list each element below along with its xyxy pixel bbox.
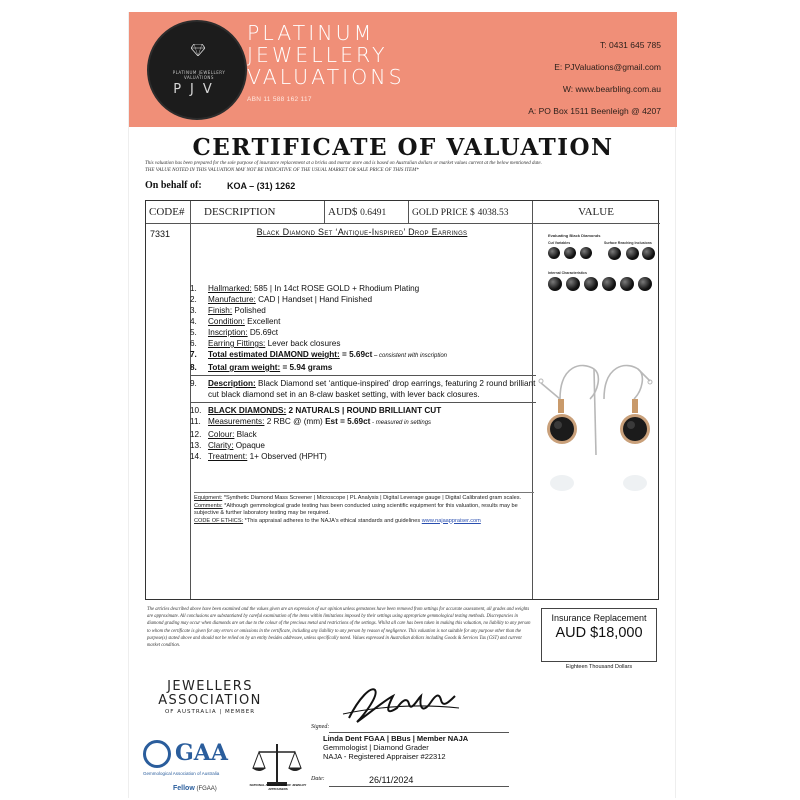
aud-value: 0.6491 [360, 208, 387, 218]
email-address: E: PJValuations@gmail.com [554, 62, 661, 72]
spec-value: Lever back closures [265, 339, 341, 348]
behalf-value: KOA – (31) 1262 [227, 181, 296, 191]
company-logo [147, 20, 247, 120]
header-divider [146, 223, 660, 224]
spec-value: 2 RBC @ (mm) [264, 417, 326, 426]
gaa-subtitle: Gemmological Association of Australia [143, 771, 220, 776]
ja-line: OF AUSTRALIA | MEMBER [164, 709, 256, 715]
spec-number: 14. [190, 452, 202, 461]
diamond-reference-chart [534, 231, 658, 341]
spec-label: Clarity: [208, 441, 234, 450]
fellow-label: Fellow [173, 785, 195, 792]
certificate-title: CERTIFICATE OF VALUATION [192, 134, 614, 161]
spec-line [190, 440, 536, 451]
ethics-line [194, 518, 534, 526]
spec-number: 6. [190, 339, 197, 348]
brand-line: JEWELLERY [247, 43, 388, 67]
spec-line [190, 451, 536, 462]
diamond-icon [191, 44, 205, 56]
gold-price [412, 201, 508, 223]
signer-name: Linda Dent FGAA | BBus | Member NAJA [323, 734, 469, 743]
globe-icon [143, 740, 171, 768]
aud-label: AUD$ [328, 206, 358, 218]
spec-number: 1. [190, 284, 197, 293]
chart-subtitle: Surface Reaching Inclusions [604, 241, 652, 245]
spec-label: Measurements: [208, 417, 265, 426]
signer-registration: NAJA - Registered Appraiser #22312 [323, 752, 446, 761]
diamond-sample-icon [638, 277, 652, 291]
spec-line [190, 294, 536, 305]
diamond-sample-icon [602, 277, 616, 291]
spec-number: 9. [190, 379, 197, 388]
logo-initials: PJV [173, 82, 221, 97]
spec-number: 12. [190, 430, 202, 439]
insurance-label: Insurance Replacement [551, 613, 647, 623]
spec-label: Earring Fittings: [208, 339, 266, 348]
item-title: Black Diamond Set ‘Antique-Inspired’ Drop Earrings [256, 227, 468, 237]
spec-label: Inscription: [208, 328, 248, 337]
letterhead [129, 12, 677, 127]
comments-line [194, 503, 534, 518]
signature-image [341, 678, 461, 732]
diamond-sample-icon [580, 247, 592, 259]
fellow-sub: (FGAA) [194, 786, 217, 792]
aud-rate [328, 201, 386, 223]
spec-line [190, 416, 536, 429]
insurance-amount: AUD $18,000 [555, 625, 643, 641]
certificate-subtitle [145, 161, 665, 174]
certificate-page [128, 12, 676, 798]
comments-label: Comments: [194, 502, 223, 509]
diamond-sample-icon [626, 247, 639, 260]
column-divider [408, 201, 409, 223]
spec-value: Excellent [244, 317, 281, 326]
spec-value: = 5.94 grams [280, 363, 333, 372]
equipment-label: Equipment: [194, 495, 223, 501]
spec-line [190, 283, 536, 294]
subtitle-line: This valuation has been prepared for the sole purpose of insurance replacement at a bricks and mortar store and is based on Australian dollars or market values current at the below mentioned date. [145, 161, 542, 166]
spec-number: 5. [190, 328, 197, 337]
diamond-sample-icon [642, 247, 655, 260]
abn-number: ABN 11 588 162 117 [247, 96, 312, 103]
chart-subtitle: Internal Characteristics [548, 271, 587, 275]
gold-value: 4038.53 [477, 208, 509, 218]
spec-value: Polished [232, 306, 266, 315]
valuation-date: 26/11/2024 [369, 775, 414, 785]
behalf-label: On behalf of: [145, 180, 202, 191]
phone-number: T: 0431 645 785 [600, 40, 661, 50]
insurance-value-box [541, 608, 657, 662]
divider [190, 375, 536, 376]
spec-line [190, 305, 536, 316]
spec-value: 585 | In 14ct ROSE GOLD + Rhodium Plating [251, 284, 420, 293]
spec-label: Hallmarked: [208, 284, 252, 293]
jewellers-association-logo [145, 680, 275, 715]
naja-link[interactable]: www.najaappraiser.com [421, 517, 481, 524]
date-line [329, 786, 509, 787]
ethics-text: *This appraisal adheres to the NAJA's ethical standards and guidelines [243, 517, 422, 524]
equipment-text: *Synthetic Diamond Mass Screener | Microscope | PL Analysis | Digital Leverage gauge | Digital Calibrated gram scales. [222, 495, 522, 501]
valuation-disclaimer: The articles described above have been examined and the values given are an expression of our opinion unless gemstones have been removed from settings for accurate assessment, all grades and weights are approximate. All conclusions are substantiated by careful examination of the items within limitations imposed by their settings using appropriate gemmological testing methods. Discrepancies in diamond grading may occur when diamonds are set due to the colour of the precious metal and restrictions of the settings. Whilst all care has been taken in making this valuation, no liability to any person to whom the certificate is given for any errors or omissions in the certificate, including any liability to any person by reason of negligence. This valuation is not suitable for any purpose other than the purpose(s) stated above and should not be relied on by an entity besides addressee, unless specifically noted. Values expressed in Australian dollars including Goods & Services Tax (GST) and current market condition. [147, 607, 531, 649]
spec-line [190, 405, 536, 416]
spec-number: 3. [190, 306, 197, 315]
code-header: CODE# [149, 206, 185, 218]
spec-line [190, 327, 536, 338]
column-divider [324, 201, 325, 223]
spec-value: = 5.69ct [339, 350, 373, 359]
chart-title: Evaluating Black Diamonds [548, 233, 601, 238]
gold-label: GOLD PRICE $ [412, 208, 475, 218]
spec-label: Description: [208, 379, 256, 388]
ja-line: ASSOCIATION [158, 693, 262, 708]
ethics-label: CODE OF ETHICS: [194, 517, 244, 524]
value-header: VALUE [578, 206, 614, 218]
spec-estimate: Est = 5.69ct [325, 417, 371, 426]
fellow-badge [173, 785, 217, 792]
spec-line [190, 316, 536, 327]
diamond-sample-icon [584, 277, 598, 291]
spec-number: 2. [190, 295, 197, 304]
ja-line: JEWELLERS [167, 679, 253, 694]
diamond-sample-icon [548, 247, 560, 259]
spec-value: D5.69ct [247, 328, 279, 337]
description-header: DESCRIPTION [204, 206, 276, 218]
item-code: 7331 [150, 229, 171, 239]
equipment-line [194, 492, 534, 503]
spec-number: 7. [190, 350, 197, 359]
spec-line [190, 362, 536, 373]
diamond-sample-icon [548, 277, 562, 291]
spec-label: Finish: [208, 306, 233, 315]
gaa-text: GAA [175, 740, 228, 766]
spec-label: Total estimated DIAMOND weight: [208, 350, 340, 359]
spec-number: 10. [190, 406, 202, 415]
date-label: Date: [311, 776, 325, 782]
spec-line [190, 429, 536, 440]
signature-line [329, 732, 509, 733]
spec-value: Black [234, 430, 257, 439]
chart-subtitle: Cut Variables [548, 241, 571, 245]
spec-line [190, 349, 536, 362]
spec-label: Condition: [208, 317, 245, 326]
spec-number: 11. [190, 417, 201, 426]
earrings-photo [538, 351, 656, 501]
signer-details [323, 734, 523, 761]
signed-label: Signed: [311, 724, 330, 730]
spec-number: 13. [190, 441, 202, 450]
spec-value: 1+ Observed (HPHT) [247, 452, 327, 461]
spec-label: Colour: [208, 430, 235, 439]
spec-label: Treatment: [208, 452, 248, 461]
equipment-notes [194, 492, 534, 525]
spec-value: Black Diamond set ‘antique-inspired’ drop earrings, featuring 2 round brilliant cut black diamond set in an 8-claw basket setting, with lever back closures. [208, 379, 536, 399]
brand-line: VALUATIONS [247, 65, 405, 89]
spec-note: – consistent with inscription [372, 353, 448, 359]
valuation-table [145, 200, 659, 600]
diamond-sample-icon [608, 247, 621, 260]
spec-label: Manufacture: [208, 295, 256, 304]
brand-name [247, 22, 457, 88]
diamond-sample-icon [564, 247, 576, 259]
brand-line: PLATINUM [247, 21, 375, 45]
spec-label: BLACK DIAMONDS: [208, 406, 287, 415]
spec-value: 2 NATURALS | ROUND BRILLIANT CUT [286, 406, 442, 415]
logo-text: PLATINUM JEWELLERY VALUATIONS [172, 70, 226, 80]
spec-value: CAD | Handset | Hand Finished [255, 295, 373, 304]
spec-value: Opaque [233, 441, 265, 450]
spec-line [190, 378, 536, 400]
spec-number: 4. [190, 317, 197, 326]
spec-note: - measured in settings [370, 420, 432, 426]
spec-line [190, 338, 536, 349]
diamond-sample-icon [620, 277, 634, 291]
spec-label: Total gram weight: [208, 363, 281, 372]
contact-details [461, 38, 661, 126]
comments-text: *Although gemmological grade testing has been conducted using scientific equipment for this valuation, results may be subjective & further laboratory testing may be required. [194, 502, 518, 516]
naja-logo-text: NATIONAL ASSOCIATION OF JEWELRY APPRAISERS [249, 783, 307, 791]
divider [190, 402, 536, 403]
insurance-amount-words: Eighteen Thousand Dollars [565, 664, 633, 670]
website: W: www.bearbling.com.au [562, 84, 661, 94]
postal-address: A: PO Box 1511 Beenleigh @ 4207 [528, 106, 661, 116]
signer-role: Gemmologist | Diamond Grader [323, 743, 429, 752]
subtitle-line: THE VALUE NOTED IN THIS VALUATION MAY NOT BE INDICATIVE OF THE USUAL MARKET OR SALE PRICE OF THIS ITEM* [145, 167, 419, 173]
item-specifications [190, 283, 536, 462]
spec-number: 8. [190, 363, 197, 372]
diamond-sample-icon [566, 277, 580, 291]
